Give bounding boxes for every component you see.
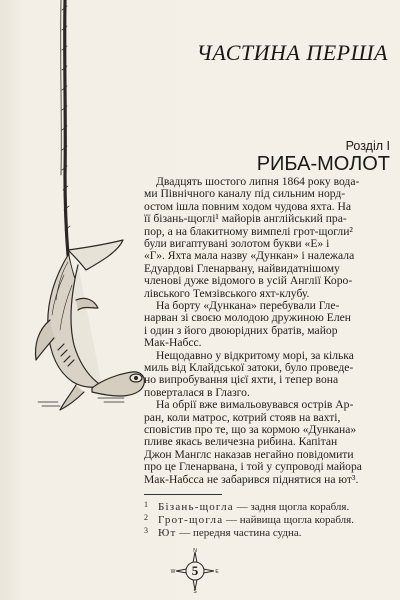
- body-line: Двадцять шостого липня 1864 року вода-: [156, 175, 360, 188]
- compass-letter: N: [193, 548, 197, 554]
- body-line: ран, коли матрос, котрий стояв на вахті,: [144, 410, 341, 424]
- body-line: про це Гленарвана, і той у супроводі майора: [144, 460, 362, 474]
- footnote-term: Ют: [158, 527, 177, 539]
- body-line: Мак-Набсса не забарився піднятися на ют³.: [144, 472, 359, 486]
- body-line: членові дуже відомого в усій Англії Коро-: [144, 274, 353, 288]
- body-line: миль від Клайдської затоки, було проведе-: [144, 361, 354, 374]
- body-line: пор, а на блакитному вимпелі грот-щогли²: [144, 224, 353, 238]
- body-line: «Г». Яхта мала назву «Дункан» і належала: [144, 249, 355, 263]
- footnote-text: — найвища щогла корабля.: [223, 514, 354, 526]
- body-line: Мак-Набсс.: [144, 336, 202, 350]
- footnote-number: 2: [144, 513, 148, 522]
- body-line: На обрії вже вимальовувався острів Ар-: [156, 398, 354, 412]
- body-line: Джон Манглс наказав негайно повідомити: [144, 447, 354, 461]
- body-line: сповістив про те, що за кормою «Дункана»: [144, 423, 357, 436]
- footnote: [144, 513, 354, 526]
- body-line: нарван зі своєю молодою дружиною Елен: [144, 311, 351, 325]
- body-line: пливе якась величезна рибина. Капітан: [144, 435, 338, 449]
- footnote-term: Грот-щогла: [158, 514, 224, 526]
- body-line: були вигаптувані золотом букви «Е» і: [144, 237, 330, 250]
- body-line: но випробування цієї яхти, і тепер вона: [144, 373, 339, 387]
- compass-letter: S: [193, 589, 197, 595]
- body-line: поверталася в Глазго.: [144, 385, 250, 399]
- compass-letter: W: [170, 569, 176, 575]
- footnote-number: 3: [144, 526, 148, 535]
- hammerhead-shark-illustration: [28, 0, 156, 410]
- body-line: На борту «Дункана» перебували Гле-: [156, 299, 340, 312]
- body-line: ми Північного каналу під сильним норд-: [144, 187, 346, 201]
- footnote: [144, 526, 302, 539]
- footnote-text: — задня щогла корабля.: [233, 501, 350, 513]
- body-line: остом ішла повним ходом чудова яхта. На: [144, 199, 352, 213]
- footnote-number: 1: [144, 500, 148, 509]
- footnote-text: — передня частина судна.: [176, 527, 302, 539]
- footnote-rule: [144, 494, 222, 495]
- compass-letter: E: [215, 569, 219, 575]
- body-line: її бізань-щоглі¹ майорів англійський пра-: [144, 212, 347, 226]
- body-line: Нещодавно у відкритому морі, за кілька: [156, 348, 354, 362]
- footnote-term: Бізань-щогла: [158, 501, 234, 513]
- part-title: ЧАСТИНА ПЕРША: [196, 40, 388, 65]
- footnote: [144, 500, 349, 513]
- body-line: Едуардові Гленарвану, найвидатнішому: [144, 261, 340, 275]
- body-line: лівського Темзівського яхт-клубу.: [144, 286, 310, 300]
- body-line: і один з його двоюрідних братів, майор: [144, 323, 338, 337]
- chapter-label: Розділ I: [345, 139, 390, 153]
- chapter-title: РИБА-МОЛОТ: [256, 153, 390, 175]
- page-number: 5: [191, 563, 199, 578]
